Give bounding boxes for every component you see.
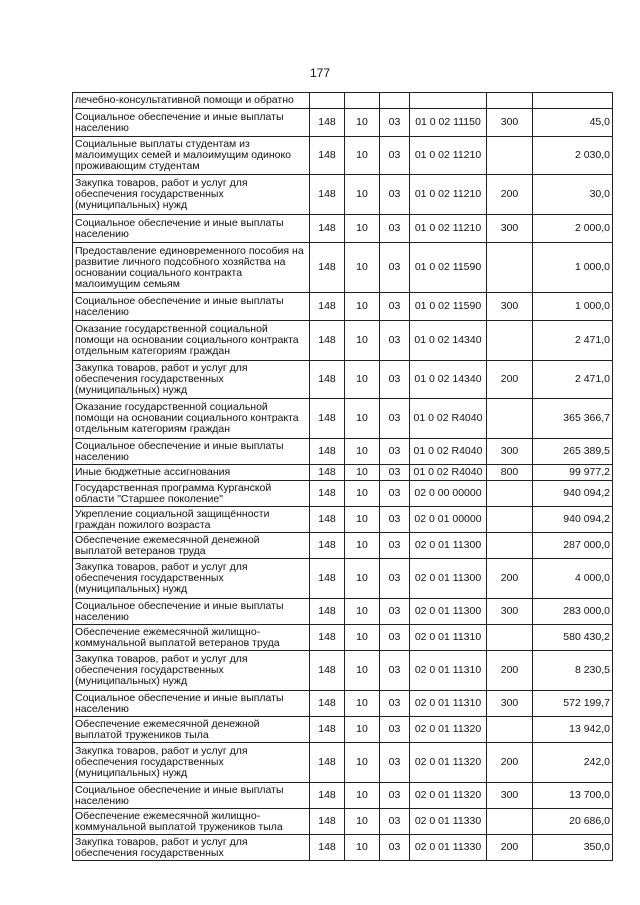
target-code-cell: 01 0 02 R4040 (410, 465, 487, 481)
subsection-code-cell: 03 (380, 559, 410, 599)
subsection-code-cell: 03 (380, 321, 410, 361)
target-code-cell: 02 0 01 11310 (410, 625, 487, 651)
subsection-code-cell: 03 (380, 293, 410, 321)
subsection-code-cell: 03 (380, 137, 410, 175)
row-name-cell: Обеспечение ежемесячной денежной выплатой ветеранов труда (73, 533, 310, 559)
row-name-cell: Социальное обеспечение и иные выплаты населению (73, 783, 310, 809)
expense-type-cell: 300 (487, 439, 533, 465)
section-code-cell: 10 (345, 137, 380, 175)
subsection-code-cell: 03 (380, 109, 410, 137)
section-code-cell: 10 (345, 599, 380, 625)
table-row (73, 321, 613, 361)
ministry-code-cell: 148 (310, 215, 345, 243)
expense-type-cell: 300 (487, 691, 533, 717)
row-name-cell: Социальное обеспечение и иные выплаты населению (73, 293, 310, 321)
subsection-code-cell: 03 (380, 243, 410, 293)
expense-type-cell (487, 625, 533, 651)
expense-type-cell: 800 (487, 465, 533, 481)
amount-cell (533, 93, 613, 109)
expense-type-cell (487, 137, 533, 175)
row-name-cell: Закупка товаров, работ и услуг для обеспечения государственных (муниципальных) нужд (73, 175, 310, 215)
amount-cell: 2 471,0 (533, 361, 613, 399)
subsection-code-cell: 03 (380, 809, 410, 835)
amount-cell: 4 000,0 (533, 559, 613, 599)
subsection-code-cell: 03 (380, 599, 410, 625)
row-name-cell: Социальное обеспечение и иные выплаты населению (73, 599, 310, 625)
expense-type-cell: 300 (487, 109, 533, 137)
target-code-cell: 01 0 02 11210 (410, 215, 487, 243)
target-code-cell: 02 0 01 11300 (410, 559, 487, 599)
table-row (73, 743, 613, 783)
target-code-cell: 01 0 02 11210 (410, 175, 487, 215)
row-name-cell: Оказание государственной социальной помощи на основании социального контракта отдельным категориям граждан (73, 321, 310, 361)
table-row (73, 835, 613, 861)
ministry-code-cell: 148 (310, 109, 345, 137)
table-row (73, 243, 613, 293)
expense-type-cell: 300 (487, 293, 533, 321)
section-code-cell: 10 (345, 533, 380, 559)
section-code-cell: 10 (345, 507, 380, 533)
section-code-cell: 10 (345, 293, 380, 321)
section-code-cell: 10 (345, 717, 380, 743)
amount-cell: 30,0 (533, 175, 613, 215)
section-code-cell: 10 (345, 651, 380, 691)
expense-type-cell (487, 507, 533, 533)
ministry-code-cell: 148 (310, 599, 345, 625)
expense-type-cell (487, 243, 533, 293)
row-name-cell: Социальное обеспечение и иные выплаты населению (73, 109, 310, 137)
table-row (73, 399, 613, 439)
table-row (73, 215, 613, 243)
subsection-code-cell: 03 (380, 399, 410, 439)
section-code-cell (345, 93, 380, 109)
target-code-cell: 02 0 01 11330 (410, 835, 487, 861)
ministry-code-cell: 148 (310, 625, 345, 651)
row-name-cell: лечебно-консультативной помощи и обратно (73, 93, 310, 109)
amount-cell: 940 094,2 (533, 507, 613, 533)
section-code-cell: 10 (345, 559, 380, 599)
subsection-code-cell: 03 (380, 743, 410, 783)
subsection-code-cell: 03 (380, 783, 410, 809)
table-row (73, 175, 613, 215)
row-name-cell: Закупка товаров, работ и услуг для обеспечения государственных (муниципальных) нужд (73, 361, 310, 399)
target-code-cell: 01 0 02 11590 (410, 293, 487, 321)
table-row (73, 293, 613, 321)
section-code-cell: 10 (345, 691, 380, 717)
subsection-code-cell: 03 (380, 533, 410, 559)
ministry-code-cell: 148 (310, 481, 345, 507)
ministry-code-cell (310, 93, 345, 109)
ministry-code-cell: 148 (310, 439, 345, 465)
table-row (73, 717, 613, 743)
section-code-cell: 10 (345, 215, 380, 243)
table-row (73, 481, 613, 507)
target-code-cell: 01 0 02 R4040 (410, 399, 487, 439)
expense-type-cell: 200 (487, 835, 533, 861)
section-code-cell: 10 (345, 465, 380, 481)
table-row (73, 651, 613, 691)
target-code-cell: 01 0 02 11210 (410, 137, 487, 175)
target-code-cell: 02 0 01 11320 (410, 743, 487, 783)
amount-cell: 283 000,0 (533, 599, 613, 625)
amount-cell: 287 000,0 (533, 533, 613, 559)
row-name-cell: Предоставление единовременного пособия на развитие личного подсобного хозяйства на основании социального контракта малоимущим семьям (73, 243, 310, 293)
table-row (73, 625, 613, 651)
section-code-cell: 10 (345, 109, 380, 137)
subsection-code-cell: 03 (380, 175, 410, 215)
ministry-code-cell: 148 (310, 293, 345, 321)
subsection-code-cell: 03 (380, 625, 410, 651)
ministry-code-cell: 148 (310, 717, 345, 743)
ministry-code-cell: 148 (310, 175, 345, 215)
ministry-code-cell: 148 (310, 559, 345, 599)
ministry-code-cell: 148 (310, 809, 345, 835)
amount-cell: 8 230,5 (533, 651, 613, 691)
ministry-code-cell: 148 (310, 361, 345, 399)
ministry-code-cell: 148 (310, 507, 345, 533)
target-code-cell: 02 0 01 11320 (410, 717, 487, 743)
expense-type-cell: 200 (487, 743, 533, 783)
table-row (73, 507, 613, 533)
ministry-code-cell: 148 (310, 137, 345, 175)
amount-cell: 2 471,0 (533, 321, 613, 361)
expense-type-cell (487, 809, 533, 835)
subsection-code-cell (380, 93, 410, 109)
subsection-code-cell: 03 (380, 439, 410, 465)
ministry-code-cell: 148 (310, 465, 345, 481)
target-code-cell: 01 0 02 11150 (410, 109, 487, 137)
expense-type-cell (487, 717, 533, 743)
expense-type-cell (487, 481, 533, 507)
amount-cell: 99 977,2 (533, 465, 613, 481)
row-name-cell: Обеспечение ежемесячной денежной выплатой тружеников тыла (73, 717, 310, 743)
subsection-code-cell: 03 (380, 481, 410, 507)
row-name-cell: Социальное обеспечение и иные выплаты населению (73, 215, 310, 243)
amount-cell: 45,0 (533, 109, 613, 137)
ministry-code-cell: 148 (310, 533, 345, 559)
section-code-cell: 10 (345, 361, 380, 399)
section-code-cell: 10 (345, 439, 380, 465)
amount-cell: 365 366,7 (533, 399, 613, 439)
table-row (73, 559, 613, 599)
amount-cell: 1 000,0 (533, 293, 613, 321)
expense-type-cell: 200 (487, 175, 533, 215)
subsection-code-cell: 03 (380, 361, 410, 399)
table-row (73, 439, 613, 465)
target-code-cell: 02 0 01 11310 (410, 691, 487, 717)
ministry-code-cell: 148 (310, 835, 345, 861)
ministry-code-cell: 148 (310, 399, 345, 439)
ministry-code-cell: 148 (310, 743, 345, 783)
target-code-cell: 01 0 02 14340 (410, 361, 487, 399)
target-code-cell: 01 0 02 11590 (410, 243, 487, 293)
amount-cell: 940 094,2 (533, 481, 613, 507)
target-code-cell: 01 0 02 R4040 (410, 439, 487, 465)
table-body (73, 93, 613, 861)
expense-type-cell: 300 (487, 215, 533, 243)
amount-cell: 265 389,5 (533, 439, 613, 465)
section-code-cell: 10 (345, 835, 380, 861)
row-name-cell: Обеспечение ежемесячной жилищно-коммунальной выплатой ветеранов труда (73, 625, 310, 651)
row-name-cell: Социальное обеспечение и иные выплаты населению (73, 439, 310, 465)
subsection-code-cell: 03 (380, 507, 410, 533)
row-name-cell: Укрепление социальной защищённости граждан пожилого возраста (73, 507, 310, 533)
ministry-code-cell: 148 (310, 691, 345, 717)
table-row (73, 109, 613, 137)
section-code-cell: 10 (345, 175, 380, 215)
expense-type-cell (487, 93, 533, 109)
budget-table (72, 92, 613, 861)
amount-cell: 20 686,0 (533, 809, 613, 835)
amount-cell: 242,0 (533, 743, 613, 783)
section-code-cell: 10 (345, 809, 380, 835)
subsection-code-cell: 03 (380, 717, 410, 743)
target-code-cell: 02 0 01 11320 (410, 783, 487, 809)
section-code-cell: 10 (345, 399, 380, 439)
target-code-cell: 01 0 02 14340 (410, 321, 487, 361)
target-code-cell: 02 0 01 11330 (410, 809, 487, 835)
section-code-cell: 10 (345, 625, 380, 651)
table-row (73, 809, 613, 835)
row-name-cell: Государственная программа Курганской области "Старшее поколение" (73, 481, 310, 507)
target-code-cell: 02 0 00 00000 (410, 481, 487, 507)
subsection-code-cell: 03 (380, 465, 410, 481)
row-name-cell: Социальное обеспечение и иные выплаты населению (73, 691, 310, 717)
row-name-cell: Закупка товаров, работ и услуг для обеспечения государственных (муниципальных) нужд (73, 651, 310, 691)
target-code-cell: 02 0 01 11310 (410, 651, 487, 691)
expense-type-cell: 200 (487, 651, 533, 691)
amount-cell: 350,0 (533, 835, 613, 861)
amount-cell: 580 430,2 (533, 625, 613, 651)
target-code-cell (410, 93, 487, 109)
ministry-code-cell: 148 (310, 243, 345, 293)
subsection-code-cell: 03 (380, 691, 410, 717)
amount-cell: 1 000,0 (533, 243, 613, 293)
table-row (73, 691, 613, 717)
section-code-cell: 10 (345, 743, 380, 783)
amount-cell: 13 942,0 (533, 717, 613, 743)
ministry-code-cell: 148 (310, 321, 345, 361)
row-name-cell: Обеспечение ежемесячной жилищно-коммунальной выплатой тружеников тыла (73, 809, 310, 835)
page-number: 177 (309, 66, 331, 80)
section-code-cell: 10 (345, 783, 380, 809)
expense-type-cell: 300 (487, 783, 533, 809)
section-code-cell: 10 (345, 321, 380, 361)
table-row (73, 465, 613, 481)
row-name-cell: Оказание государственной социальной помощи на основании социального контракта отдельным категориям граждан (73, 399, 310, 439)
amount-cell: 2 000,0 (533, 215, 613, 243)
amount-cell: 572 199,7 (533, 691, 613, 717)
amount-cell: 13 700,0 (533, 783, 613, 809)
ministry-code-cell: 148 (310, 783, 345, 809)
row-name-cell: Закупка товаров, работ и услуг для обеспечения государственных (муниципальных) нужд (73, 559, 310, 599)
expense-type-cell (487, 399, 533, 439)
section-code-cell: 10 (345, 243, 380, 293)
amount-cell: 2 030,0 (533, 137, 613, 175)
section-code-cell: 10 (345, 481, 380, 507)
expense-type-cell: 200 (487, 361, 533, 399)
subsection-code-cell: 03 (380, 651, 410, 691)
expense-type-cell: 200 (487, 559, 533, 599)
row-name-cell: Социальные выплаты студентам из малоимущих семей и малоимущим одиноко проживающим студентам (73, 137, 310, 175)
subsection-code-cell: 03 (380, 215, 410, 243)
table-row (73, 783, 613, 809)
table-row (73, 599, 613, 625)
expense-type-cell (487, 533, 533, 559)
row-name-cell: Закупка товаров, работ и услуг для обеспечения государственных (73, 835, 310, 861)
expense-type-cell: 300 (487, 599, 533, 625)
table-row (73, 533, 613, 559)
subsection-code-cell: 03 (380, 835, 410, 861)
target-code-cell: 02 0 01 11300 (410, 533, 487, 559)
row-name-cell: Закупка товаров, работ и услуг для обеспечения государственных (муниципальных) нужд (73, 743, 310, 783)
target-code-cell: 02 0 01 00000 (410, 507, 487, 533)
ministry-code-cell: 148 (310, 651, 345, 691)
table-row (73, 137, 613, 175)
expense-type-cell (487, 321, 533, 361)
table-row (73, 93, 613, 109)
target-code-cell: 02 0 01 11300 (410, 599, 487, 625)
table-row (73, 361, 613, 399)
row-name-cell: Иные бюджетные ассигнования (73, 465, 310, 481)
